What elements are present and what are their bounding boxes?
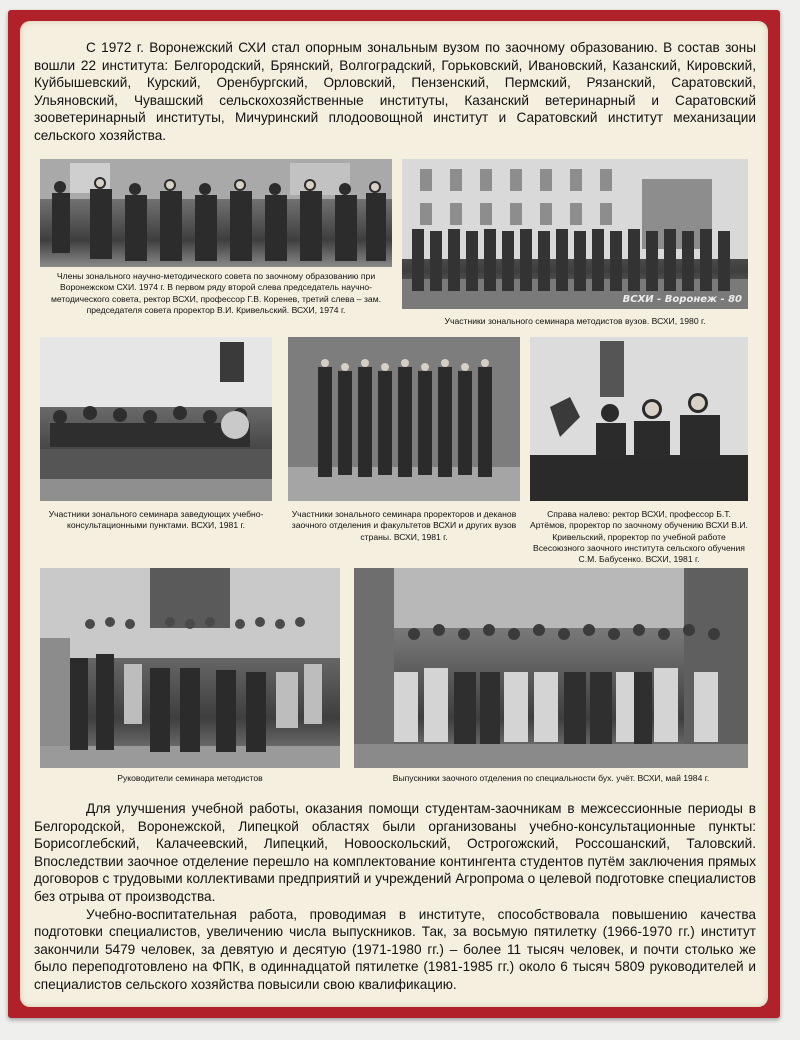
caption-seminar-1980: Участники зонального семинара методистов вузов. ВСХИ, 1980 г. — [444, 316, 706, 326]
caption-seminar-leaders: Руководители семинара методистов — [117, 773, 263, 783]
photo-stamp: ВСХИ - Воронеж - 80 — [622, 294, 742, 305]
caption-graduates-1984: Выпускники заочного отделения по специальности бух. учёт. ВСХИ, май 1984 г. — [392, 773, 710, 783]
caption-seminar-prorectors: Участники зонального семинара проректоров и деканов заочного отделения и факультетов ВСХИ и других вузов страны. ВСХИ, 1981 г. — [291, 509, 517, 542]
caption-council-1974: Члены зонального научно-методического совета по заочному образованию при Воронежском СХИ. 1974 г. В первом ряду второй слева председатель научно-методического совета, ректор ВСХИ, профессор Г.В. Коренев, третий слева – зам. председателя совета проректор В.И. Кривельский. ВСХИ, 1974 г. — [51, 271, 381, 315]
poster-panel — [20, 21, 768, 1007]
photo-council-1974 — [40, 159, 392, 267]
photo-seminar-consult-points — [40, 337, 272, 501]
closing-paragraph-2: Учебно-воспитательная работа, проводимая в институте, способствовала повышению качества подготовки специалистов, увеличению числа выпускников. Так, за восьмую пятилетку (1966-1970 гг.) институт закончили 5479 человек, за девятую и десятую (1971-1980 гг.) – более 11 тысяч человек, и почти столько же было переподготовлено на ФПК, в одиннадцатой пятилетке (1981-1985 гг.) около 6 тысяч 5809 руководителей и специалистов сельского хозяйства повысили свою квалификацию. — [34, 906, 756, 992]
photo-seminar-prorectors — [288, 337, 520, 501]
closing-paragraph-1: Для улучшения учебной работы, оказания помощи студентам-заочникам в межсессионные периоды в Белгородской, Воронежской, Липецкой областях были организованы учебно-консультационные пункты: Борисоглебский, Калачеевский, Липецкий, Новооскольский, Острогожский, Россошанский, Таловский. Впоследствии заочное отделение перешло на комплектование контингента студентов путём заключения прямых договоров с трудовыми коллективами предприятий и учреждений Агропрома о целевой подготовке специалистов без отрыва от производства. — [34, 801, 756, 904]
photo-rector-table — [530, 337, 748, 501]
intro-paragraph: С 1972 г. Воронежский СХИ стал опорным зональным вузом по заочному образованию. В состав зоны вошли 22 института: Белгородский, Брянский, Волгоградский, Горьковский, Ивановский, Казанский, Кировский, Куйбышевский, Курский, Оренбургский, Орловский, Пензенский, Пермский, Рязанский, Саратовский, Ульяновский, Чувашский сельскохозяйственные институты, Казанский ветеринарный и Саратовский зооветеринарный институты, Мичуринский плодоовощной институт и Саратовский институт механизации сельского хозяйства. — [34, 40, 756, 143]
photo-seminar-leaders — [40, 568, 340, 768]
caption-seminar-consult-points: Участники зонального семинара заведующих учебно-консультационными пунктами. ВСХИ, 1981 г. — [48, 509, 264, 531]
closing-text — [34, 800, 756, 994]
photo-seminar-1980 — [402, 159, 748, 309]
photo-graduates-1984 — [354, 568, 748, 768]
intro-text — [34, 39, 756, 145]
caption-rector-table: Справа налево: ректор ВСХИ, профессор Б.Т. Артёмов, проректор по заочному обучению ВСХИ В.И. Кривельский, проректор по учебной работе Всесоюзного заочного института сельского обучения С.М. Бабусенко. ВСХИ, 1981 г. — [530, 509, 748, 565]
